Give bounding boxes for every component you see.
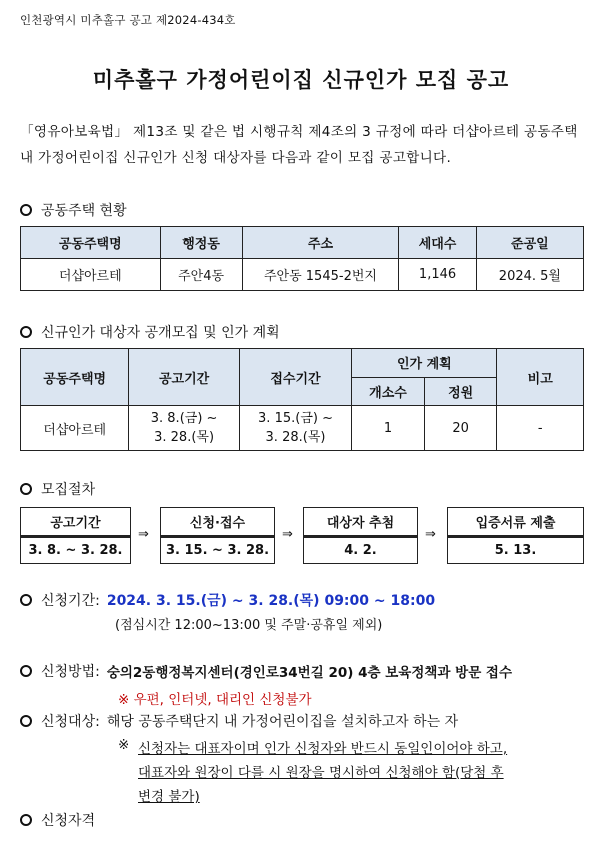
recruitment-table [20,348,584,451]
period-value: 2024. 3. 15.(금) ~ 3. 28.(목) 09:00 ~ 18:00 [106,593,436,609]
table-cell: - [497,406,584,451]
table-cell: 1 [352,406,425,451]
circle-bullet-icon [20,715,32,727]
table-cell: 주안동 1545-2번지 [242,259,399,291]
table-cell: 주안4동 [160,259,242,291]
application-period [20,590,435,610]
table-header-cell: 정원 [424,377,497,406]
circle-bullet-icon [20,814,32,826]
table-row [21,259,584,291]
table-header-cell: 공고기간 [129,349,239,406]
table-header-cell: 인가 계획 [352,349,497,378]
section-title: 모집절차 [41,482,96,498]
table-header-cell: 공동주택명 [21,227,161,259]
notice-end: 3. 28.(목) [154,430,215,445]
table-header-cell: 준공일 [476,227,583,259]
receipt-end: 3. 28.(목) [265,430,326,445]
application-method [20,661,512,681]
flow-step-label: 공고기간 [21,508,130,536]
flow-step-label: 입증서류 제출 [448,508,583,536]
housing-table [20,226,584,291]
circle-bullet-icon [20,204,32,216]
table-header-cell: 행정동 [160,227,242,259]
target-note [138,737,588,809]
table-cell: 20 [424,406,497,451]
table-cell [239,406,351,451]
table-cell: 더샵아르테 [21,259,161,291]
target-note-line: 대표자와 원장이 다를 시 원장을 명시하여 신청해야 함(당첨 후 [138,765,504,781]
flow-step [160,507,275,564]
section-title: 공동주택 현황 [41,203,127,219]
method-note: ※ 우편, 인터넷, 대리인 신청불가 [118,692,312,708]
application-qualification [20,810,95,830]
section-recruitment-plan [20,322,280,342]
flow-step-label: 신청·접수 [161,508,274,536]
notice-number: 인천광역시 미추홀구 공고 제2024-434호 [20,13,236,27]
table-header-cell: 비고 [497,349,584,406]
table-cell: 1,146 [399,259,477,291]
flow-step-date: 5. 13. [448,536,583,563]
target-value: 해당 공동주택단지 내 가정어린이집을 설치하고자 하는 자 [106,714,459,730]
table-header-cell: 공동주택명 [21,349,129,406]
right-arrow-icon: ⇒ [425,527,436,542]
flow-step [447,507,584,564]
table-header-cell: 접수기간 [239,349,351,406]
table-cell [129,406,239,451]
application-target [20,711,458,731]
table-header-row [21,227,584,259]
section-title: 신규인가 대상자 공개모집 및 인가 계획 [41,325,280,341]
method-value: 숭의2동행정복지센터(경인로34번길 20) 4층 보육정책과 방문 접수 [106,665,513,681]
flow-step-date: 3. 8. ~ 3. 28. [21,536,130,563]
circle-bullet-icon [20,483,32,495]
target-note-line: 변경 불가) [138,789,200,805]
flow-step-date: 3. 15. ~ 3. 28. [161,536,274,563]
right-arrow-icon: ⇒ [138,527,149,542]
method-label: 신청방법: [41,664,100,680]
table-cell: 2024. 5월 [476,259,583,291]
circle-bullet-icon [20,665,32,677]
table-header-cell: 세대수 [399,227,477,259]
circle-bullet-icon [20,326,32,338]
circle-bullet-icon [20,594,32,606]
target-label: 신청대상: [41,714,100,730]
section-housing-status [20,200,127,220]
intro-paragraph: 「영유아보육법」 제13조 및 같은 법 시행규칙 제4조의 3 규정에 따라 더샵아르테 공동주택 내 가정어린이집 신규인가 신청 대상자를 다음과 같이 모집 공고합니다. [20,124,578,166]
flow-step [20,507,131,564]
flow-step [303,507,418,564]
table-header-row [21,349,584,378]
table-row [21,406,584,451]
flow-step-label: 대상자 추첨 [304,508,417,536]
target-note-line: 신청자는 대표자이며 인가 신청자와 반드시 동일인이어야 하고, [138,741,508,757]
receipt-start: 3. 15.(금) ~ [258,411,333,426]
section-procedure [20,479,95,499]
table-cell: 더샵아르테 [21,406,129,451]
notice-start: 3. 8.(금) ~ [150,411,218,426]
flow-step-date: 4. 2. [304,536,417,563]
period-label: 신청기간: [41,593,100,609]
table-header-cell: 주소 [242,227,399,259]
right-arrow-icon: ⇒ [282,527,293,542]
qualification-label: 신청자격 [41,813,96,829]
table-header-cell: 개소수 [352,377,425,406]
period-note: (점심시간 12:00~13:00 및 주말·공휴일 제외) [115,618,383,633]
target-note-mark: ※ [118,737,130,753]
page-title: 미추홀구 가정어린이집 신규인가 모집 공고 [92,68,510,92]
